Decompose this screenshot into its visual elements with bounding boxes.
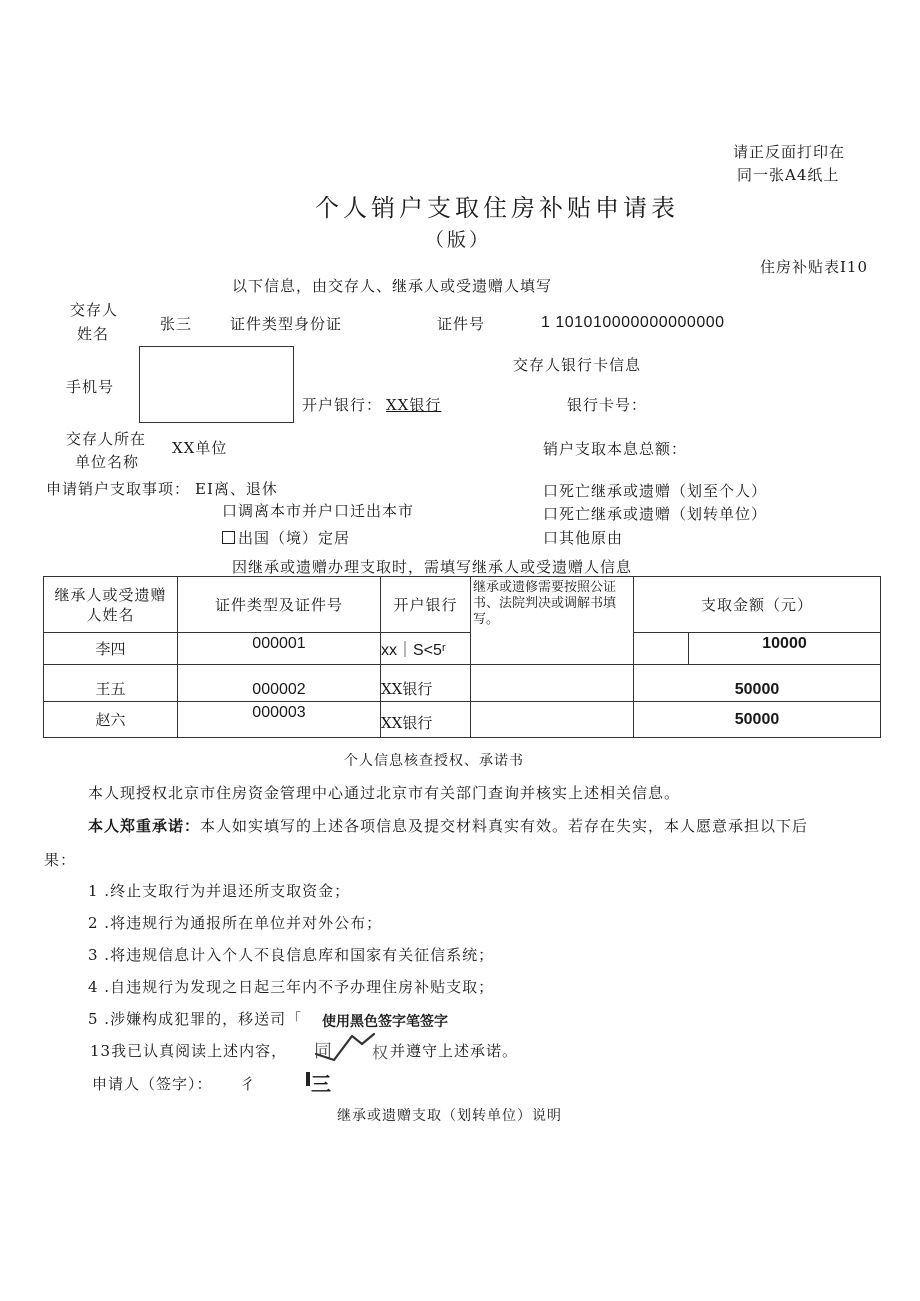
promise-item-4: 4 .自违规行为发现之日起三年内不予办理住房补贴支取； (88, 978, 495, 996)
auth-text: 本人现授权北京市住房资金管理中心通过北京市有关部门查询并核实上述相关信息。 (88, 784, 681, 802)
row-bank[interactable]: XX银行 (381, 665, 471, 702)
option-retire[interactable]: EI离、退休 (195, 480, 278, 498)
applicant-mark: 彳 (240, 1075, 257, 1093)
header-bank: 开户银行 (381, 577, 471, 633)
applicant-label: 申请人（签字）： (92, 1075, 213, 1093)
id-no-label: 证件号 (437, 315, 486, 333)
table-row (44, 702, 881, 738)
form-subtitle: （版） (425, 229, 492, 251)
bank-card-header: 交存人银行卡信息 (513, 356, 642, 374)
form-title: 个人销户支取住房补贴申请表 (315, 194, 679, 222)
employer-label-1: 交存人所在 (66, 430, 147, 448)
row-id[interactable]: 000003 (178, 702, 381, 738)
row-bank[interactable]: XX银行 (381, 702, 471, 738)
row-name[interactable]: 王五 (44, 665, 178, 702)
promise-cont: 果： (44, 851, 77, 869)
total-label: 销户支取本息总额： (543, 440, 688, 458)
read-suffix: 并遵守上述承诺。 (390, 1042, 519, 1060)
row-amount[interactable]: 50000 (634, 665, 881, 702)
checkbox-icon (222, 531, 235, 544)
option-abroad-label: 出国（境）定居 (238, 529, 351, 547)
row-id[interactable]: 000002 (178, 665, 381, 702)
table-row (44, 633, 881, 665)
promise-line (88, 815, 808, 836)
bank-label: 开户银行： (302, 396, 383, 414)
header-id: 证件类型及证件号 (178, 577, 381, 633)
row-bank[interactable]: xx｜S<5ʳ (381, 633, 471, 665)
section2-header: 因继承或遗赠办理支取时，需填写继承人或受遗赠人信息 (232, 558, 633, 576)
stamp-char-2: 权 (372, 1043, 389, 1062)
signature-scribble-icon (312, 1030, 376, 1066)
depositor-name-label-2: 姓名 (77, 325, 110, 343)
employer-value[interactable]: XX单位 (172, 439, 228, 457)
row-note (471, 702, 634, 738)
print-note-line2: 同一张A4纸上 (737, 166, 840, 184)
header-heir-name: 继承人或受遗赠人姓名 (44, 577, 178, 633)
row-note (471, 665, 634, 702)
card-no-label: 银行卡号： (567, 396, 648, 414)
row-name[interactable]: 李四 (44, 633, 178, 665)
matters-label: 申请销户支取事项： (46, 480, 191, 498)
section1-header: 以下信息，由交存人、继承人或受遗赠人填写 (232, 277, 553, 295)
row-amount[interactable]: 50000 (634, 702, 881, 738)
promise-text: 本人如实填写的上述各项信息及提交材料真实有效。若存在失实，本人愿意承担以下后 (200, 817, 809, 835)
promise-item-5: 5 .涉嫌构成犯罪的，移送司「 (88, 1010, 303, 1028)
promise-bold: 本人郑重承诺： (88, 817, 201, 835)
depositor-name-value[interactable]: 张三 (160, 315, 193, 333)
option-death-unit[interactable]: 口死亡继承或遗赠（划转单位） (543, 505, 768, 523)
signature-stroke (306, 1072, 310, 1086)
form-code: 住房补贴表I10 (760, 258, 869, 276)
depositor-name-label-1: 交存人 (70, 301, 119, 319)
row-blank (634, 633, 689, 665)
option-transfer[interactable]: 口调离本市并户口迁出本市 (222, 502, 415, 520)
read-prefix: 13我已认真阅读上述内容， (90, 1042, 288, 1060)
heirs-table (43, 576, 881, 738)
row-id[interactable]: 000001 (178, 633, 381, 665)
option-abroad[interactable] (222, 527, 350, 548)
header-note-cell (471, 577, 634, 665)
option-death-personal[interactable]: 口死亡继承或遗赠（划至个人） (543, 482, 768, 500)
bank-value[interactable]: XX银行 (386, 396, 442, 414)
header-note: 继承或遗修需要按照公证书、法院判决或调解书填写。 (473, 579, 617, 626)
row-amount[interactable]: 10000 (689, 633, 881, 665)
footer-heading: 继承或遗赠支取（划转单位）说明 (337, 1108, 562, 1124)
promise-item-2: 2 .将违规行为通报所在单位并对外公布； (88, 914, 383, 932)
phone-input-box[interactable] (139, 346, 294, 423)
promise-item-1: 1 .终止支取行为并退还所支取资金； (88, 882, 351, 900)
row-name[interactable]: 赵六 (44, 702, 178, 738)
print-note-line1: 请正反面打印在 (733, 143, 846, 161)
phone-label: 手机号 (66, 378, 115, 396)
employer-label-2: 单位名称 (75, 453, 140, 471)
option-other[interactable]: 口其他原由 (543, 529, 624, 547)
header-amount: 支取金额（元） (634, 577, 881, 633)
table-row (44, 665, 881, 702)
id-type-label: 证件类型身份证 (230, 315, 343, 333)
stamp-char-1: 同 (314, 1041, 332, 1062)
signature-instruction: 使用黑色签字笔签字 (322, 1013, 448, 1029)
id-no-value[interactable]: 1 101010000000000000 (541, 314, 725, 331)
applicant-signature[interactable]: 三 (311, 1072, 331, 1096)
consent-title: 个人信息核查授权、承诺书 (344, 753, 524, 769)
promise-item-3: 3 .将违规信息计入个人不良信息库和国家有关征信系统； (88, 946, 495, 964)
